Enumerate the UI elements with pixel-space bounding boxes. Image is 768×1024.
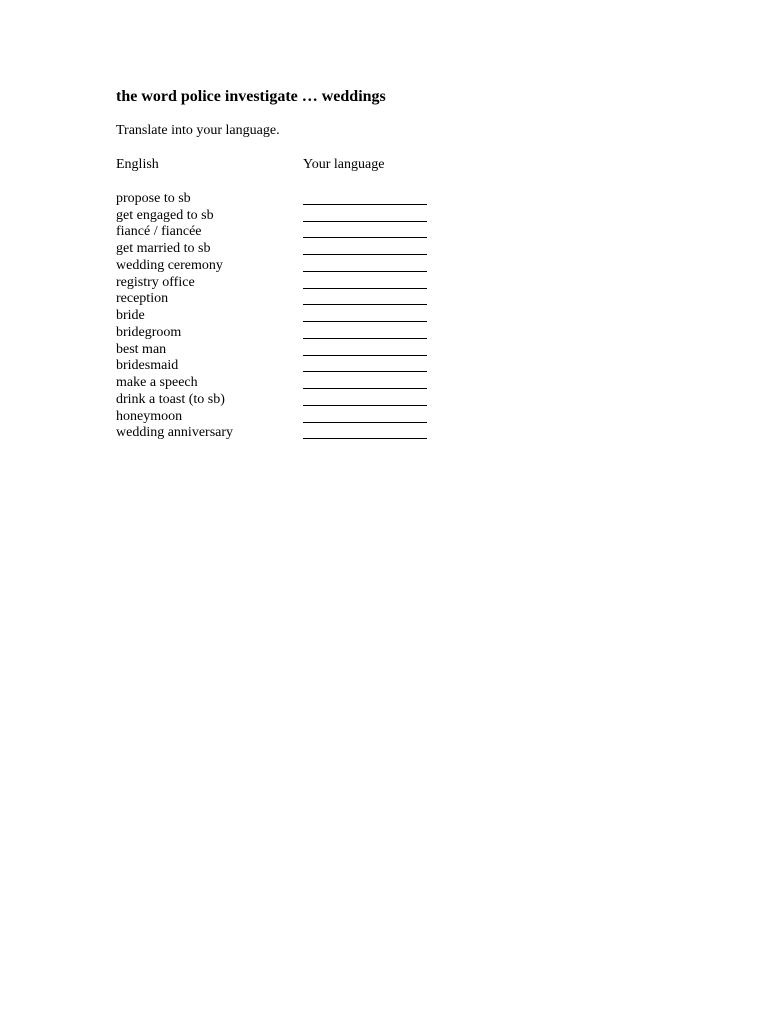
translation-blank-line bbox=[303, 271, 427, 272]
vocabulary-row bbox=[116, 341, 676, 358]
vocabulary-row bbox=[116, 207, 676, 224]
english-term: get engaged to sb bbox=[116, 207, 214, 223]
translation-blank-line bbox=[303, 355, 427, 356]
english-term: registry office bbox=[116, 274, 195, 290]
worksheet-title: the word police investigate … weddings bbox=[116, 88, 386, 105]
vocabulary-row bbox=[116, 291, 676, 308]
english-term: fiancé / fiancée bbox=[116, 224, 202, 240]
english-term: drink a toast (to sb) bbox=[116, 391, 225, 407]
vocabulary-row bbox=[116, 257, 676, 274]
vocabulary-row bbox=[116, 240, 676, 257]
english-term: bride bbox=[116, 308, 145, 323]
english-term: honeymoon bbox=[116, 408, 183, 424]
english-term: best man bbox=[116, 341, 167, 357]
translation-blank-line bbox=[303, 237, 427, 238]
english-term: bridesmaid bbox=[116, 358, 179, 374]
english-term: wedding ceremony bbox=[116, 257, 223, 273]
your-language-column-header: Your language bbox=[303, 157, 385, 172]
translation-blank-line bbox=[303, 371, 427, 372]
english-term: make a speech bbox=[116, 375, 198, 390]
vocabulary-row bbox=[116, 274, 676, 291]
english-term: wedding anniversary bbox=[116, 425, 234, 441]
translation-blank-line bbox=[303, 338, 427, 339]
english-column-header: English bbox=[116, 157, 159, 172]
translation-blank-line bbox=[303, 422, 427, 423]
vocabulary-row bbox=[116, 425, 676, 442]
translation-blank-line bbox=[303, 288, 427, 289]
translation-blank-line bbox=[303, 388, 427, 389]
english-term: get married to sb bbox=[116, 241, 211, 256]
translation-blank-line bbox=[303, 321, 427, 322]
translation-blank-line bbox=[303, 438, 427, 439]
english-term: propose to sb bbox=[116, 190, 191, 206]
translation-blank-line bbox=[303, 254, 427, 255]
worksheet-page bbox=[116, 86, 676, 441]
vocabulary-row bbox=[116, 190, 676, 207]
translation-blank-line bbox=[303, 405, 427, 406]
vocabulary-row bbox=[116, 224, 676, 241]
vocabulary-row bbox=[116, 307, 676, 324]
translation-blank-line bbox=[303, 221, 427, 222]
instruction-text: Translate into your language. bbox=[116, 123, 280, 138]
vocabulary-row bbox=[116, 408, 676, 425]
column-headers bbox=[116, 156, 676, 174]
vocabulary-row bbox=[116, 358, 676, 375]
english-term: bridegroom bbox=[116, 324, 182, 340]
translation-blank-line bbox=[303, 204, 427, 205]
vocabulary-row bbox=[116, 374, 676, 391]
vocabulary-row bbox=[116, 324, 676, 341]
translation-blank-line bbox=[303, 304, 427, 305]
vocabulary-list bbox=[116, 190, 676, 441]
vocabulary-row bbox=[116, 391, 676, 408]
english-term: reception bbox=[116, 291, 169, 307]
